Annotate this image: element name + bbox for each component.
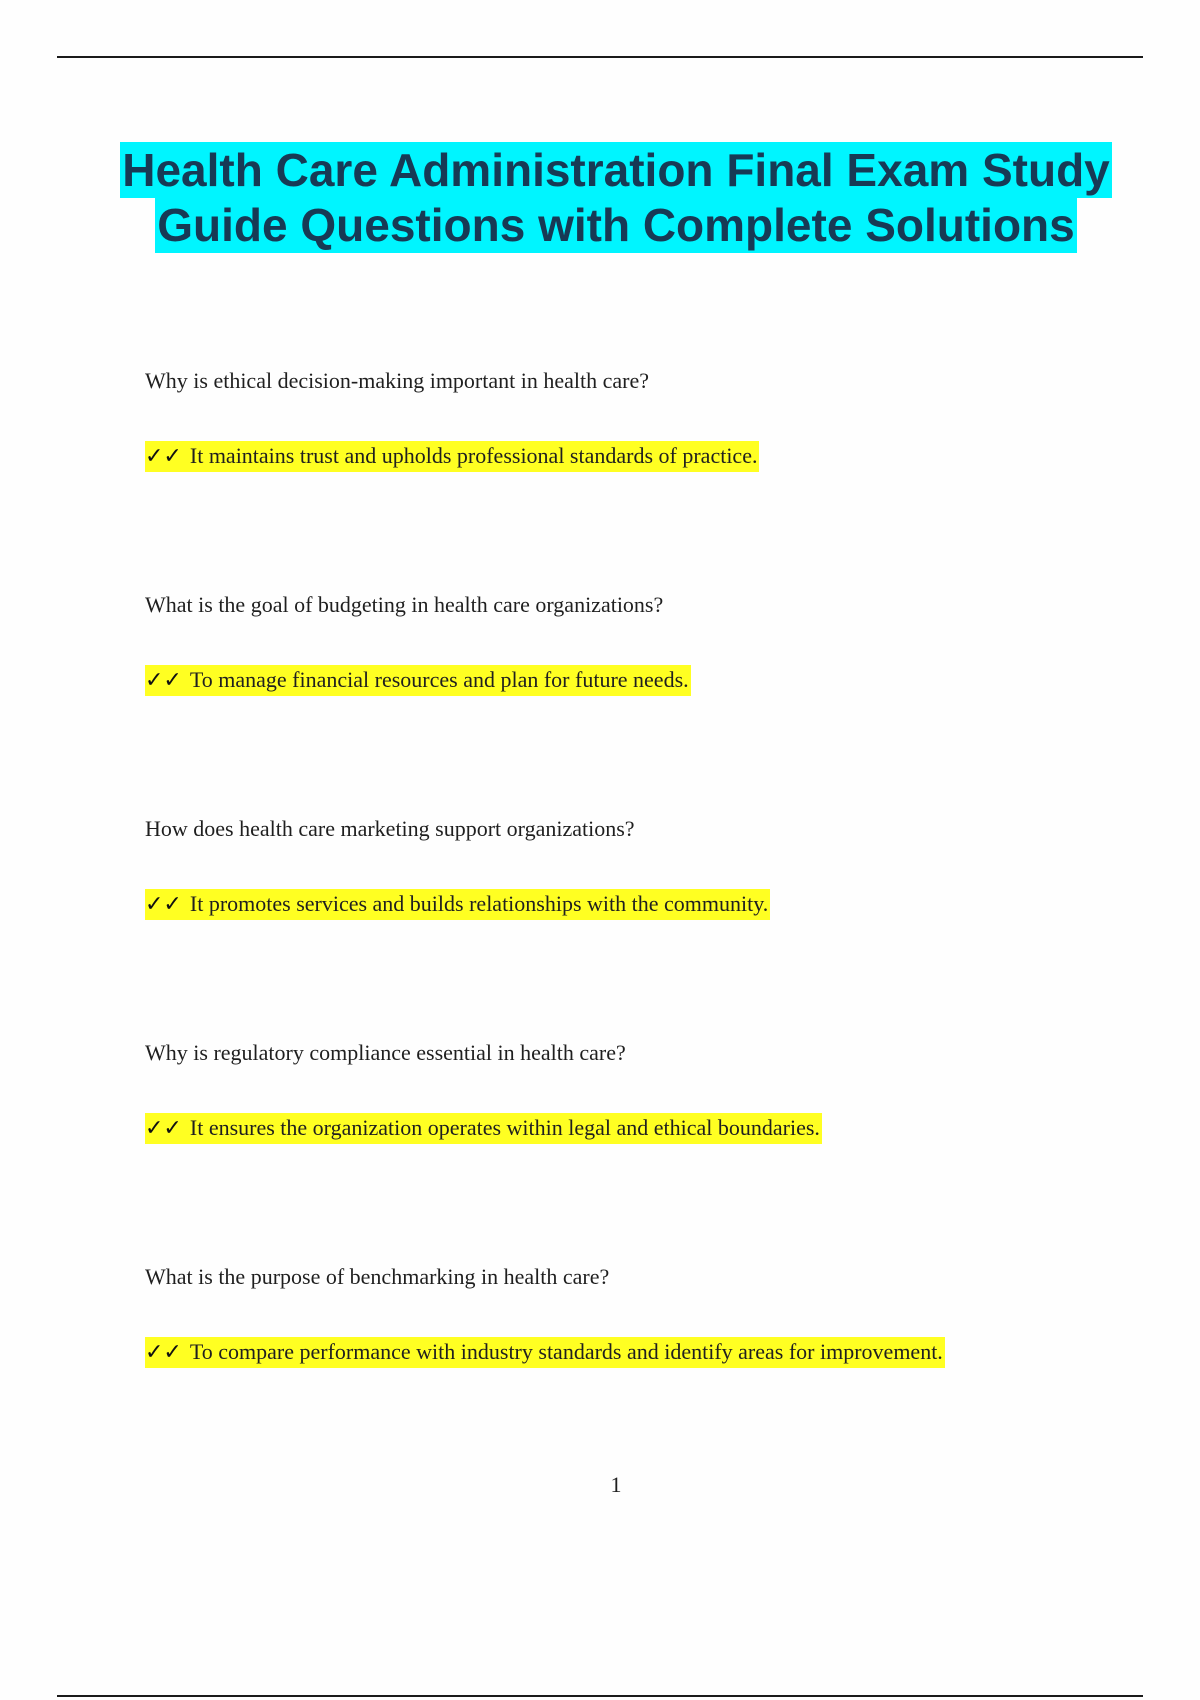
document-title xyxy=(100,143,1132,253)
footer-rule xyxy=(57,1695,1143,1697)
question-text: How does health care marketing support organizations? xyxy=(145,816,635,841)
qa-item xyxy=(145,590,1145,814)
answer-text xyxy=(145,1113,822,1144)
question-text: Why is ethical decision-making important in health care? xyxy=(145,368,649,393)
answer-text xyxy=(145,665,691,696)
answer-text-content: To compare performance with industry standards and identify areas for improvement. xyxy=(189,1339,943,1364)
document-title-text: Health Care Administration Final Exam Study Guide Questions with Complete Solutions xyxy=(122,144,1110,251)
answer-text xyxy=(145,441,759,472)
double-check-icon: ✓✓ xyxy=(145,892,182,917)
answer-text-content: It maintains trust and upholds professional standards of practice. xyxy=(189,443,758,468)
question-text: What is the goal of budgeting in health care organizations? xyxy=(145,592,664,617)
answer-text-content: To manage financial resources and plan for future needs. xyxy=(189,667,689,692)
qa-item xyxy=(145,1038,1145,1262)
question-text: Why is regulatory compliance essential in health care? xyxy=(145,1040,626,1065)
answer-text-content: It promotes services and builds relationships with the community. xyxy=(189,891,769,916)
qa-item xyxy=(145,814,1145,1038)
header-rule xyxy=(57,56,1143,58)
page-number: 1 xyxy=(610,1472,622,1497)
answer-text xyxy=(145,889,770,920)
double-check-icon: ✓✓ xyxy=(145,1116,182,1141)
double-check-icon: ✓✓ xyxy=(145,444,182,469)
qa-item xyxy=(145,1262,1145,1486)
answer-text xyxy=(145,1337,945,1368)
qa-item xyxy=(145,366,1145,590)
double-check-icon: ✓✓ xyxy=(145,668,182,693)
double-check-icon: ✓✓ xyxy=(145,1340,182,1365)
answer-text-content: It ensures the organization operates within legal and ethical boundaries. xyxy=(189,1115,820,1140)
question-text: What is the purpose of benchmarking in health care? xyxy=(145,1264,610,1289)
qa-list xyxy=(145,366,1145,1486)
